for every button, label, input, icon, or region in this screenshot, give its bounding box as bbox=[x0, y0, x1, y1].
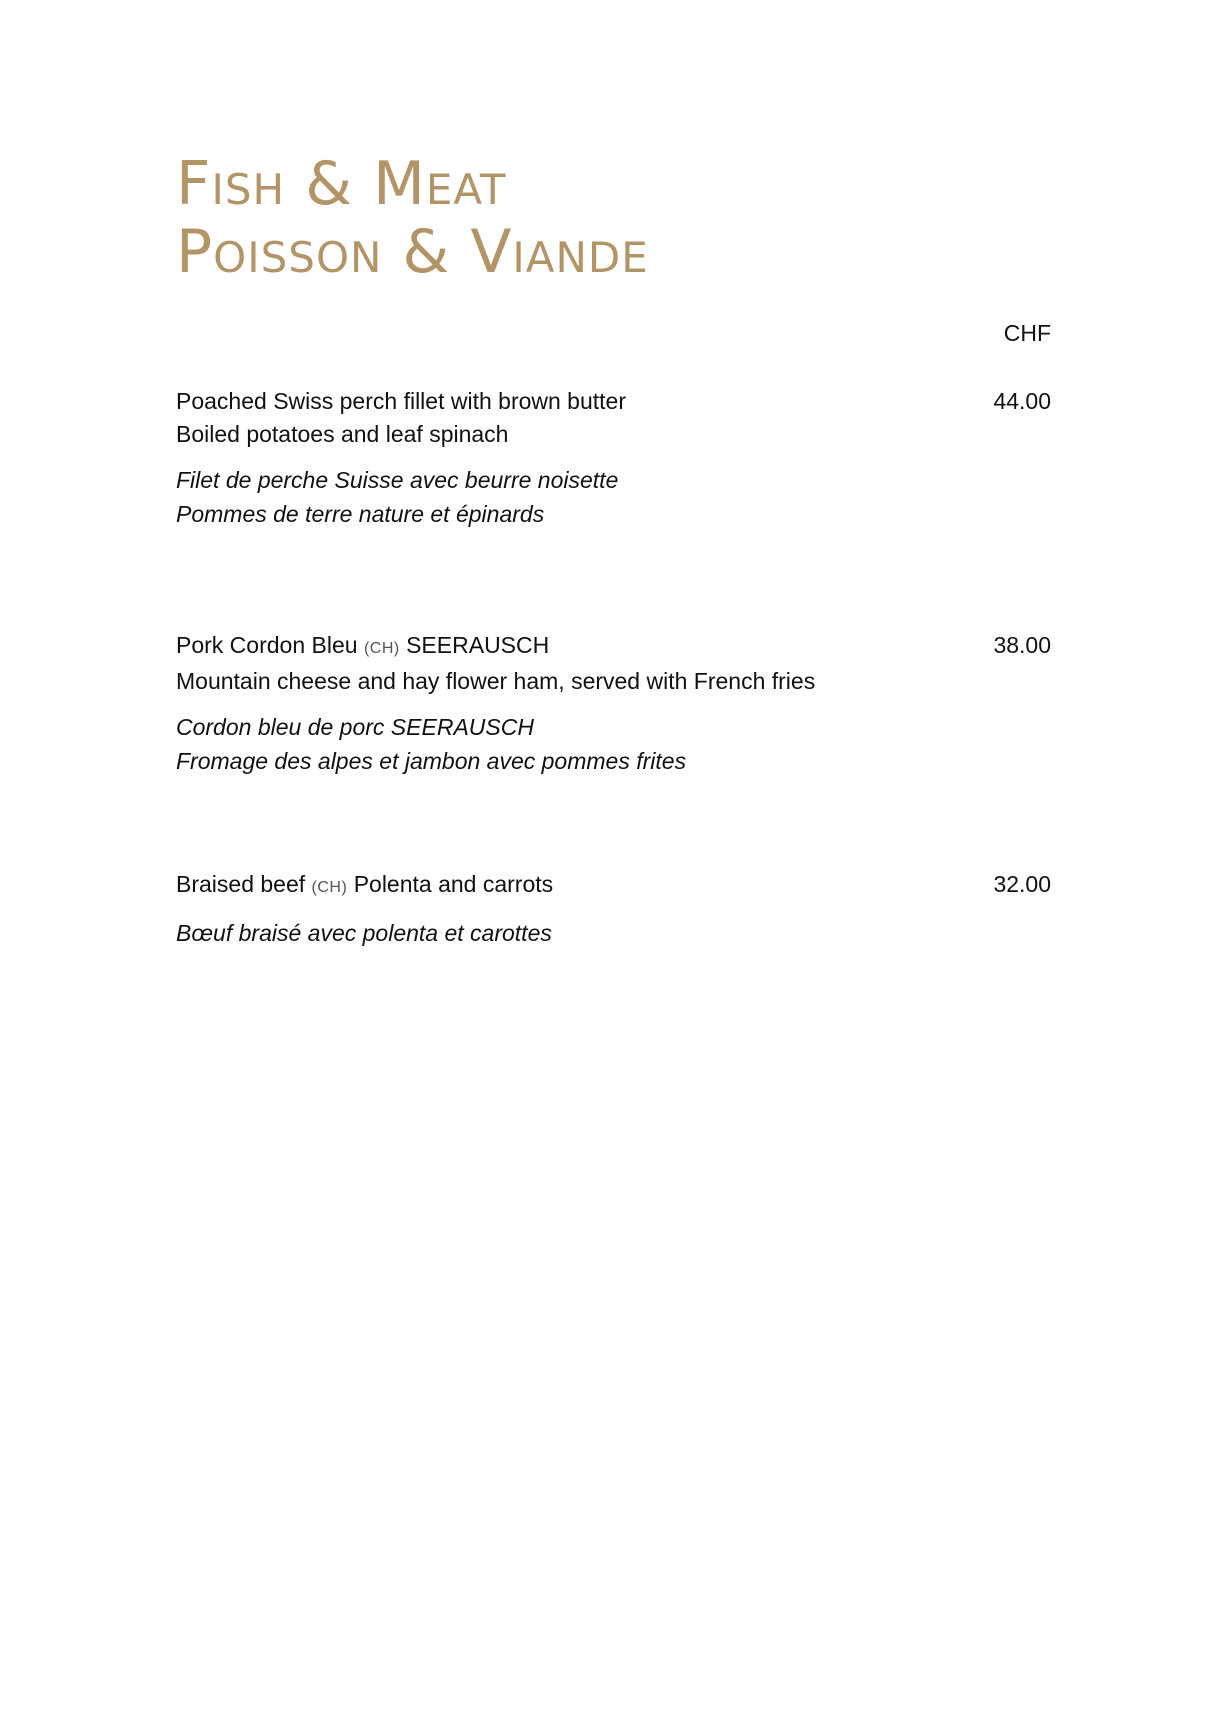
item-name-english: Poached Swiss perch fillet with brown butter bbox=[176, 388, 626, 414]
menu-item bbox=[176, 868, 1051, 950]
item-description-french: Fromage des alpes et jambon avec pommes frites bbox=[176, 748, 687, 774]
item-name-english bbox=[176, 629, 549, 665]
item-name-french: Filet de perche Suisse avec beurre noisette bbox=[176, 467, 619, 493]
currency-label: CHF bbox=[1003, 320, 1051, 346]
menu-item bbox=[176, 385, 1051, 531]
origin-badge: (CH) bbox=[311, 879, 348, 896]
item-name-part: Polenta and carrots bbox=[353, 871, 554, 897]
item-name-english bbox=[176, 868, 553, 904]
item-name-part: Braised beef bbox=[176, 871, 306, 897]
item-price: 38.00 bbox=[993, 632, 1051, 658]
page-title bbox=[176, 150, 649, 286]
item-price: 44.00 bbox=[993, 388, 1051, 414]
item-description-english: Mountain cheese and hay flower ham, served with French fries bbox=[176, 668, 816, 694]
item-name-part: Pork Cordon Bleu bbox=[176, 632, 358, 658]
item-name-french: Cordon bleu de porc SEERAUSCH bbox=[176, 714, 534, 740]
origin-badge: (CH) bbox=[363, 640, 400, 657]
title-line-english: Fish & Meat bbox=[176, 149, 507, 219]
title-line-french: Poisson & Viande bbox=[176, 217, 649, 287]
item-name-part: SEERAUSCH bbox=[406, 632, 550, 658]
menu-item bbox=[176, 629, 1051, 778]
item-price: 32.00 bbox=[993, 871, 1051, 897]
item-description-french: Pommes de terre nature et épinards bbox=[176, 501, 545, 527]
item-description-english: Boiled potatoes and leaf spinach bbox=[176, 421, 509, 447]
item-name-french: Bœuf braisé avec polenta et carottes bbox=[176, 920, 552, 946]
